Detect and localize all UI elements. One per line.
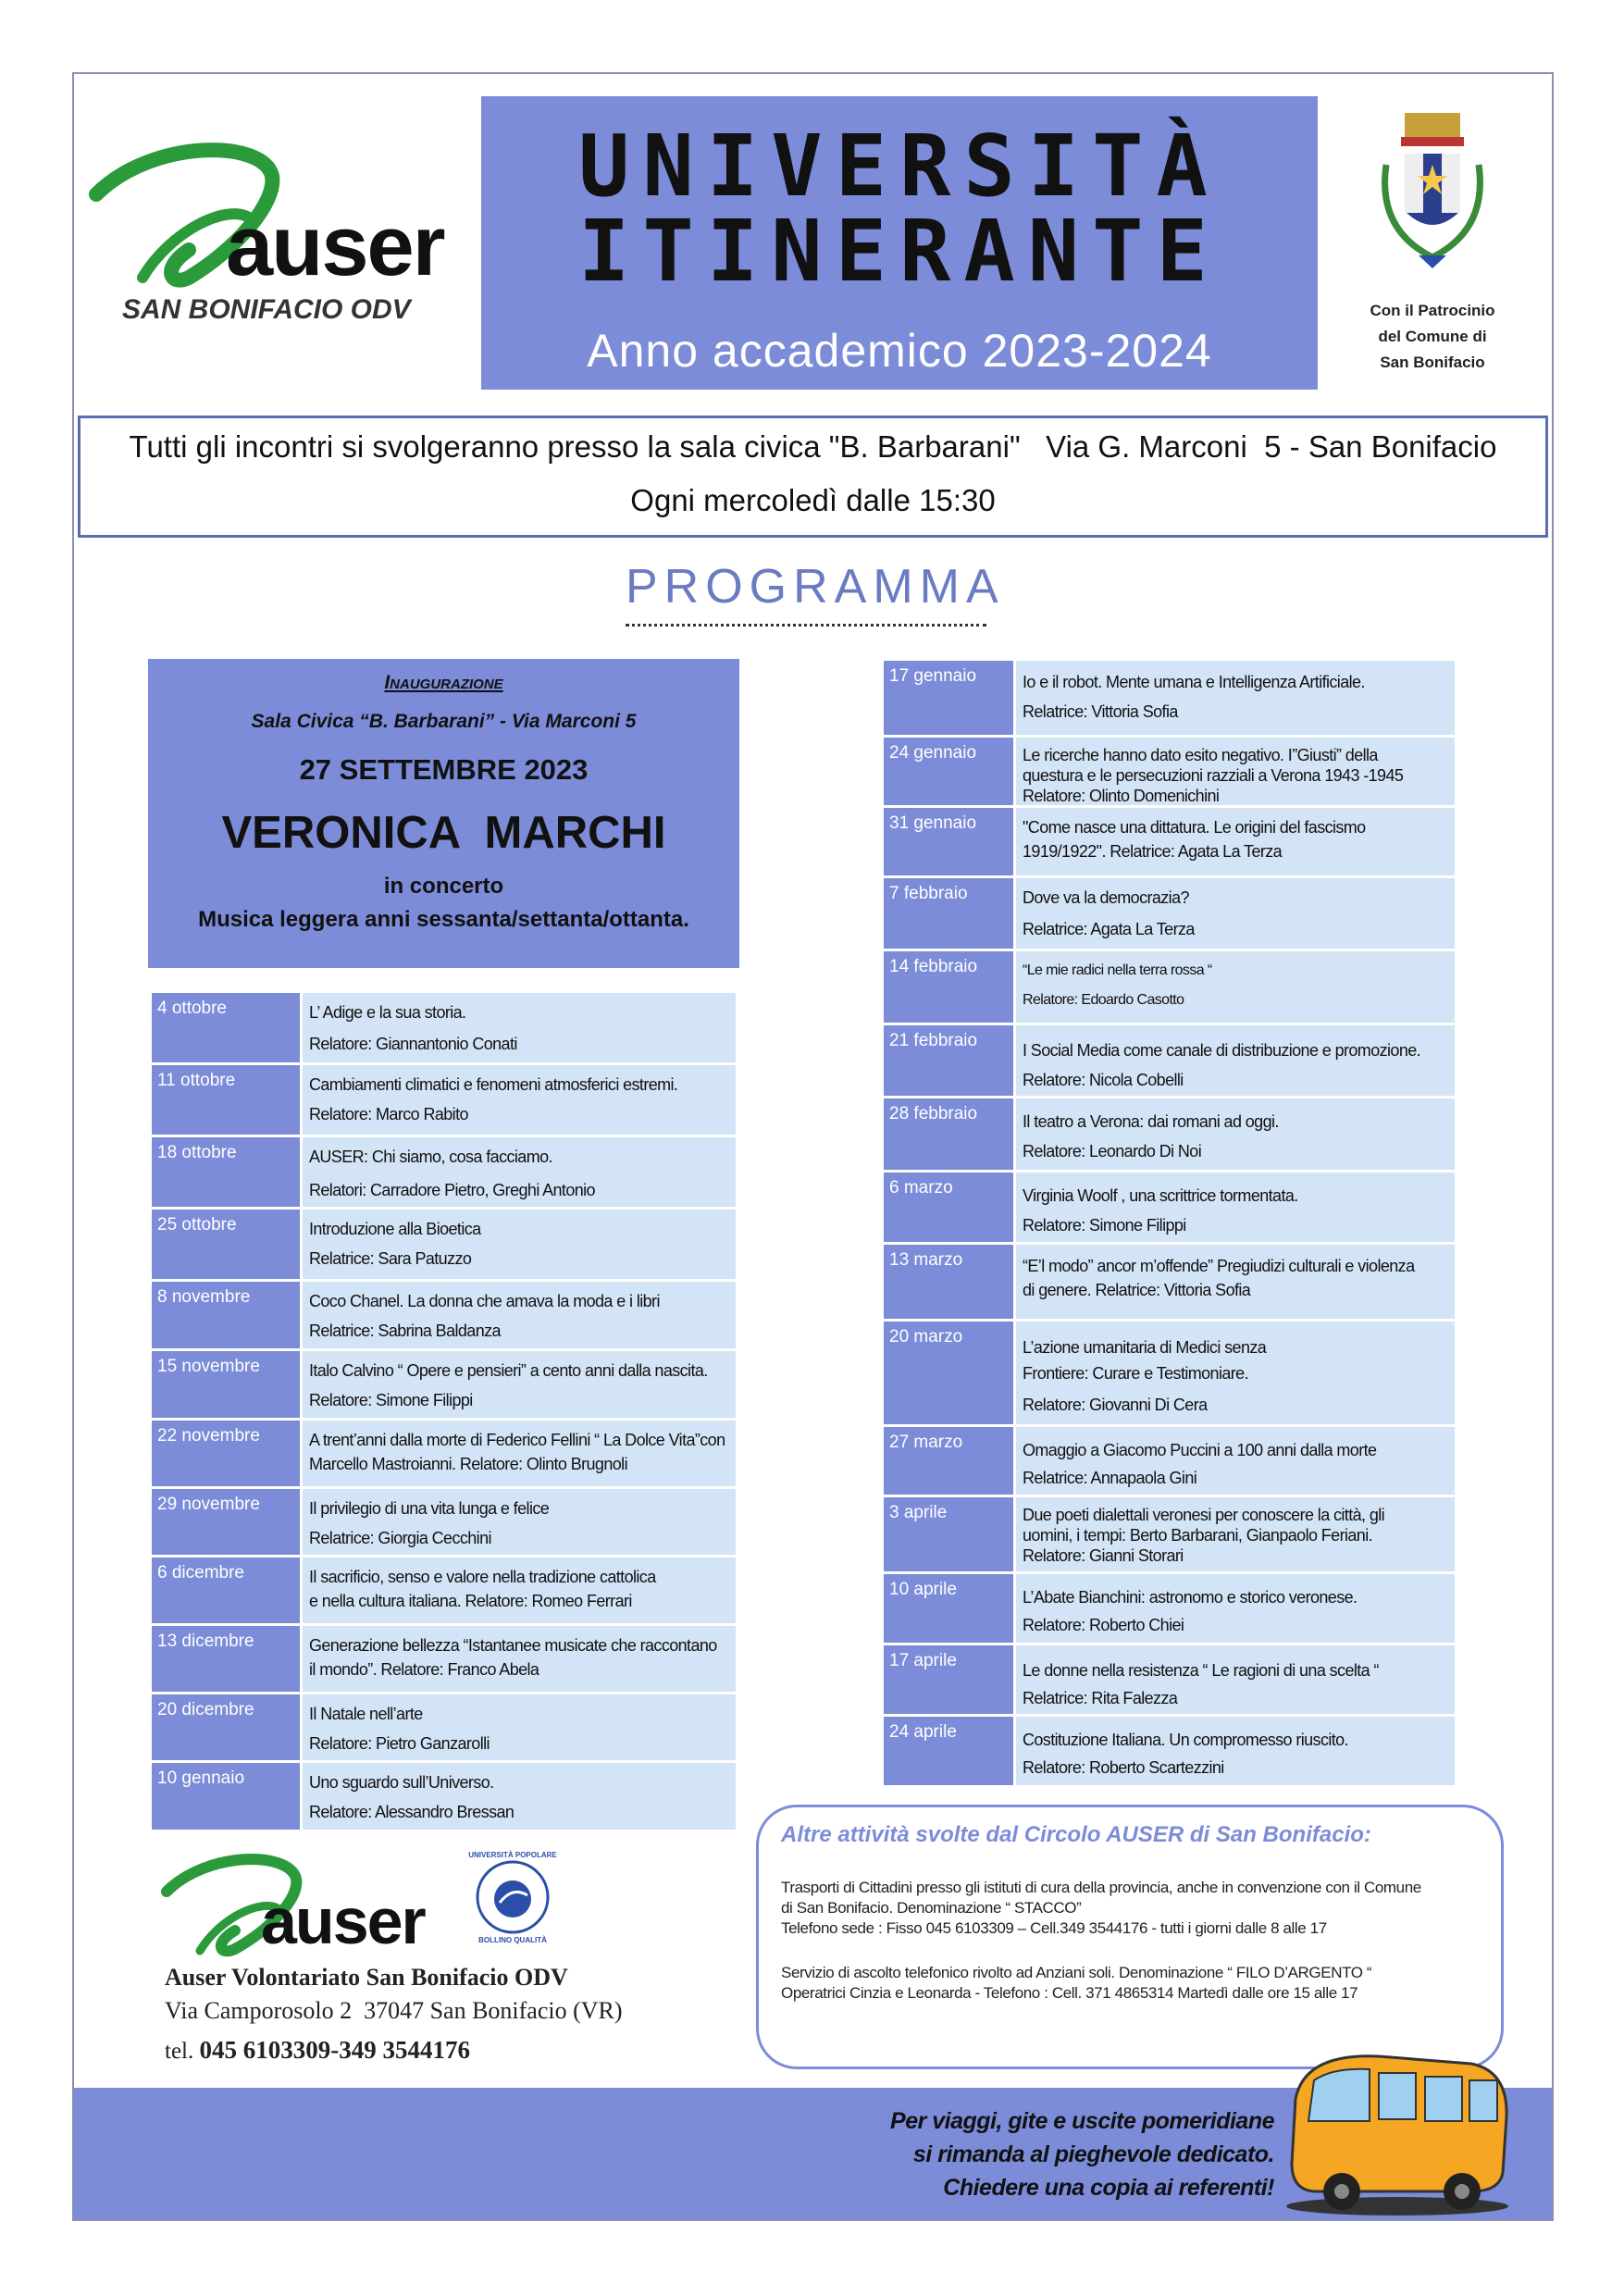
table-row — [884, 951, 1455, 1023]
row-speaker: Relatore: Alessandro Bressan — [309, 1803, 514, 1821]
row-date: 4 ottobre — [152, 993, 300, 1062]
table-row — [884, 878, 1455, 949]
patronage-line1: Con il Patrocinio — [1370, 302, 1495, 319]
table-row — [884, 1497, 1455, 1571]
table-row — [884, 661, 1455, 735]
row-speaker: Relatore: Olinto Domenichini — [1023, 787, 1220, 805]
row-date: 15 novembre — [152, 1351, 300, 1418]
tel-label: tel. — [165, 2039, 194, 2064]
auser-logo — [87, 139, 476, 333]
row-topic: L’Abate Bianchini: astronomo e storico veronese. — [1023, 1588, 1357, 1607]
row-date: 20 marzo — [884, 1322, 1013, 1424]
row-date: 22 novembre — [152, 1421, 300, 1486]
title-line1: UNIVERSITÀ — [578, 117, 1221, 216]
row-topic: “Le mie radici nella terra rossa “ — [1023, 962, 1212, 978]
badge-bottom-text: BOLLINO QUALITÀ — [478, 1936, 547, 1944]
table-row — [152, 1282, 736, 1348]
row-date: 10 gennaio — [152, 1763, 300, 1830]
table-row — [884, 738, 1455, 805]
row-date: 28 febbraio — [884, 1098, 1013, 1170]
row-topic: Costituzione Italiana. Un compromesso riuscito. — [1023, 1731, 1348, 1749]
footer-logo-wordmark: auser — [261, 1885, 425, 1957]
row-speaker: Relatrice: Sabrina Baldanza — [309, 1322, 501, 1340]
activity-text: Telefono sede : Fisso 045 6103309 – Cell.349 3544176 - tutti i giorni dalle 8 alle 17 — [781, 1919, 1327, 1937]
programma-heading: PROGRAMMA — [626, 560, 1005, 614]
logo-wordmark: auser — [226, 199, 444, 293]
row-speaker: Relatrice: Rita Falezza — [1023, 1689, 1178, 1707]
logo-subtitle: SAN BONIFACIO ODV — [122, 294, 411, 325]
row-topic: L’ Adige e la sua storia. — [309, 1003, 466, 1022]
row-speaker: Relatore: Roberto Scartezzini — [1023, 1758, 1224, 1777]
activity-text: di San Bonifacio. Denominazione “ STACCO” — [781, 1899, 1082, 1917]
row-topic: Italo Calvino “ Opere e pensieri” a cento anni dalla nascita. — [309, 1361, 708, 1380]
row-speaker: Relatore: Giovanni Di Cera — [1023, 1396, 1208, 1414]
inauguration-place: Sala Civica “B. Barbarani” - Via Marconi 5 — [251, 711, 637, 732]
row-date: 3 aprile — [884, 1497, 1013, 1571]
inauguration-artist: VERONICA MARCHI — [221, 808, 666, 858]
tel-number-2: -349 3544176 — [330, 2036, 470, 2064]
row-topic-2: uomini, i tempi: Berto Barbarani, Gianpaolo Feriani. — [1023, 1526, 1373, 1545]
municipal-crest-icon — [1368, 100, 1497, 285]
schedule-right — [884, 661, 1455, 1782]
travel-note-line2: si rimanda al pieghevole dedicato. — [912, 2141, 1274, 2167]
row-date: 27 marzo — [884, 1427, 1013, 1495]
table-row — [152, 993, 736, 1062]
table-row — [152, 1137, 736, 1207]
table-row — [884, 1245, 1455, 1319]
row-date: 10 aprile — [884, 1574, 1013, 1643]
patronage-text — [1340, 298, 1525, 376]
title-block — [481, 96, 1318, 390]
row-topic: Cambiamenti climatici e fenomeni atmosferici estremi. — [309, 1075, 678, 1094]
row-topic: L’azione umanitaria di Medici senza — [1023, 1338, 1267, 1357]
row-speaker: Relatrice: Agata La Terza — [1023, 920, 1195, 938]
row-date: 13 dicembre — [152, 1626, 300, 1692]
row-date: 8 novembre — [152, 1282, 300, 1348]
schedule-left — [152, 993, 736, 1831]
row-date: 6 dicembre — [152, 1558, 300, 1623]
inauguration-date: 27 SETTEMBRE 2023 — [299, 753, 589, 786]
row-date: 17 aprile — [884, 1645, 1013, 1714]
row-speaker: Relatore: Gianni Storari — [1023, 1546, 1184, 1565]
other-activities-title: Altre attività svolte dal Circolo AUSER di San Bonifacio: — [781, 1822, 1371, 1847]
row-speaker: Relatori: Carradore Pietro, Greghi Antonio — [309, 1181, 595, 1199]
table-row — [152, 1626, 736, 1692]
inauguration-label: Inaugurazione — [384, 672, 503, 693]
row-topic: Virginia Woolf , una scrittrice tormentata. — [1023, 1186, 1298, 1205]
row-speaker: Relatore: Giannantonio Conati — [309, 1035, 517, 1053]
activity-text: Trasporti di Cittadini presso gli istituti di cura della provincia, anche in convenzione con il Comune — [781, 1879, 1421, 1896]
patronage-line2: del Comune di — [1378, 328, 1487, 345]
table-row — [152, 1489, 736, 1555]
row-speaker: Relatrice: Giorgia Cecchini — [309, 1529, 491, 1547]
table-row — [884, 1322, 1455, 1424]
table-row — [152, 1351, 736, 1418]
row-topic: Io e il robot. Mente umana e Intelligenza Artificiale. — [1023, 673, 1365, 691]
row-date: 29 novembre — [152, 1489, 300, 1555]
row-topic: Generazione bellezza “Istantanee musicate che raccontano — [309, 1636, 717, 1655]
venue-line2: Ogni mercoledì dalle 15:30 — [630, 483, 996, 517]
row-topic: Il Natale nell’arte — [309, 1705, 423, 1723]
row-date: 18 ottobre — [152, 1137, 300, 1207]
row-speaker: Relatrice: Annapaola Gini — [1023, 1469, 1197, 1487]
row-date: 31 gennaio — [884, 808, 1013, 875]
row-date: 11 ottobre — [152, 1065, 300, 1135]
table-row — [884, 1025, 1455, 1096]
row-speaker: Relatore: Simone Filippi — [1023, 1216, 1186, 1235]
org-address: Via Camporosolo 2 37047 San Bonifacio (VR) — [165, 1997, 623, 2024]
footer-auser-logo — [159, 1851, 576, 1962]
row-speaker: Relatore: Marco Rabito — [309, 1105, 468, 1123]
row-speaker: Relatore: Leonardo Di Noi — [1023, 1142, 1202, 1160]
table-row — [152, 1065, 736, 1135]
row-speaker: il mondo”. Relatore: Franco Abela — [309, 1660, 539, 1679]
row-date: 20 dicembre — [152, 1694, 300, 1760]
other-activities-box — [756, 1805, 1504, 2069]
row-topic: “E’l modo” ancor m’offende” Pregiudizi culturali e violenza — [1023, 1257, 1415, 1275]
row-topic: Due poeti dialettali veronesi per conoscere la città, gli — [1023, 1506, 1385, 1524]
row-topic: I Social Media come canale di distribuzione e promozione. — [1023, 1041, 1421, 1060]
row-date: 6 marzo — [884, 1173, 1013, 1242]
row-date: 7 febbraio — [884, 878, 1013, 949]
activity-text: Servizio di ascolto telefonico rivolto ad Anziani soli. Denominazione “ FILO D’ARGENTO “ — [781, 1964, 1372, 1981]
table-row — [152, 1421, 736, 1486]
table-row — [884, 1645, 1455, 1714]
org-phone — [165, 2036, 470, 2065]
inauguration-box — [148, 659, 739, 968]
row-topic: AUSER: Chi siamo, cosa facciamo. — [309, 1148, 552, 1166]
table-row — [884, 1173, 1455, 1242]
row-speaker: Relatrice: Sara Patuzzo — [309, 1249, 472, 1268]
row-speaker: 1919/1922". Relatrice: Agata La Terza — [1023, 842, 1283, 861]
activity-text: Operatrici Cinzia e Leonarda - Telefono : Cell. 371 4865314 Martedì dalle ore 15 alle 17 — [781, 1984, 1358, 2002]
table-row — [152, 1694, 736, 1760]
travel-note — [890, 2104, 1274, 2204]
table-row — [152, 1210, 736, 1279]
row-speaker: Relatore: Roberto Chiei — [1023, 1616, 1184, 1634]
patronage-line3: San Bonifacio — [1380, 354, 1485, 371]
row-speaker: di genere. Relatrice: Vittoria Sofia — [1023, 1281, 1251, 1299]
row-topic: Uno sguardo sull’Universo. — [309, 1773, 494, 1792]
row-topic: Introduzione alla Bioetica — [309, 1220, 481, 1238]
row-topic: Le ricerche hanno dato esito negativo. I”Giusti” della — [1023, 746, 1378, 764]
badge-top-text: UNIVERSITÀ POPOLARE — [468, 1851, 557, 1859]
quality-badge-icon — [474, 1858, 552, 1936]
table-row — [884, 808, 1455, 875]
inauguration-line1: in concerto — [383, 874, 504, 899]
travel-note-line3: Chiedere una copia ai referenti! — [943, 2175, 1274, 2201]
row-topic-2: questura e le persecuzioni razziali a Verona 1943 -1945 — [1023, 766, 1404, 785]
row-date: 13 marzo — [884, 1245, 1013, 1319]
row-speaker: Relatore: Simone Filippi — [309, 1391, 473, 1409]
row-topic: Il sacrificio, senso e valore nella tradizione cattolica — [309, 1568, 656, 1586]
row-topic: "Come nasce una dittatura. Le origini del fascismo — [1023, 818, 1366, 837]
row-topic: Il teatro a Verona: dai romani ad oggi. — [1023, 1112, 1279, 1131]
row-speaker: Relatrice: Vittoria Sofia — [1023, 702, 1178, 721]
row-speaker: Marcello Mastroianni. Relatore: Olinto Brugnoli — [309, 1455, 627, 1473]
row-date: 24 aprile — [884, 1717, 1013, 1785]
programma-underline — [626, 624, 986, 627]
row-speaker: Relatore: Pietro Ganzarolli — [309, 1734, 490, 1753]
row-topic: Omaggio a Giacomo Puccini a 100 anni dalla morte — [1023, 1441, 1377, 1459]
row-topic-2: Frontiere: Curare e Testimoniare. — [1023, 1364, 1248, 1383]
row-speaker: e nella cultura italiana. Relatore: Romeo Ferrari — [309, 1592, 632, 1610]
row-speaker: Relatore: Nicola Cobelli — [1023, 1071, 1184, 1089]
bus-icon — [1277, 2043, 1518, 2219]
row-date: 24 gennaio — [884, 738, 1013, 805]
venue-line1: Tutti gli incontri si svolgeranno presso la sala civica "B. Barbarani" Via G. Marconi 5 - San Bonifacio — [129, 429, 1497, 464]
row-topic: A trent’anni dalla morte di Federico Fellini “ La Dolce Vita”con — [309, 1431, 725, 1449]
table-row — [152, 1558, 736, 1623]
table-row — [884, 1427, 1455, 1495]
table-row — [884, 1574, 1455, 1643]
row-date: 17 gennaio — [884, 661, 1013, 735]
inauguration-line2: Musica leggera anni sessanta/settanta/ottanta. — [198, 907, 689, 932]
row-date: 25 ottobre — [152, 1210, 300, 1279]
row-date: 21 febbraio — [884, 1025, 1013, 1096]
tel-number: 045 6103309 — [199, 2036, 331, 2064]
table-row — [884, 1717, 1455, 1785]
row-topic: Il privilegio di una vita lunga e felice — [309, 1499, 550, 1518]
table-row — [884, 1098, 1455, 1170]
row-date: 14 febbraio — [884, 951, 1013, 1023]
venue-box — [78, 416, 1548, 538]
org-name: Auser Volontariato San Bonifacio ODV — [165, 1964, 568, 1991]
row-topic: Coco Chanel. La donna che amava la moda e i libri — [309, 1292, 660, 1310]
row-topic: Le donne nella resistenza “ Le ragioni di una scelta “ — [1023, 1661, 1379, 1680]
travel-note-line1: Per viaggi, gite e uscite pomeridiane — [890, 2108, 1274, 2134]
row-topic: Dove va la democrazia? — [1023, 888, 1189, 907]
academic-year: Anno accademico 2023-2024 — [587, 325, 1212, 377]
title-line2: ITINERANTE — [578, 202, 1221, 301]
table-row — [152, 1763, 736, 1830]
row-speaker: Relatore: Edoardo Casotto — [1023, 992, 1184, 1008]
